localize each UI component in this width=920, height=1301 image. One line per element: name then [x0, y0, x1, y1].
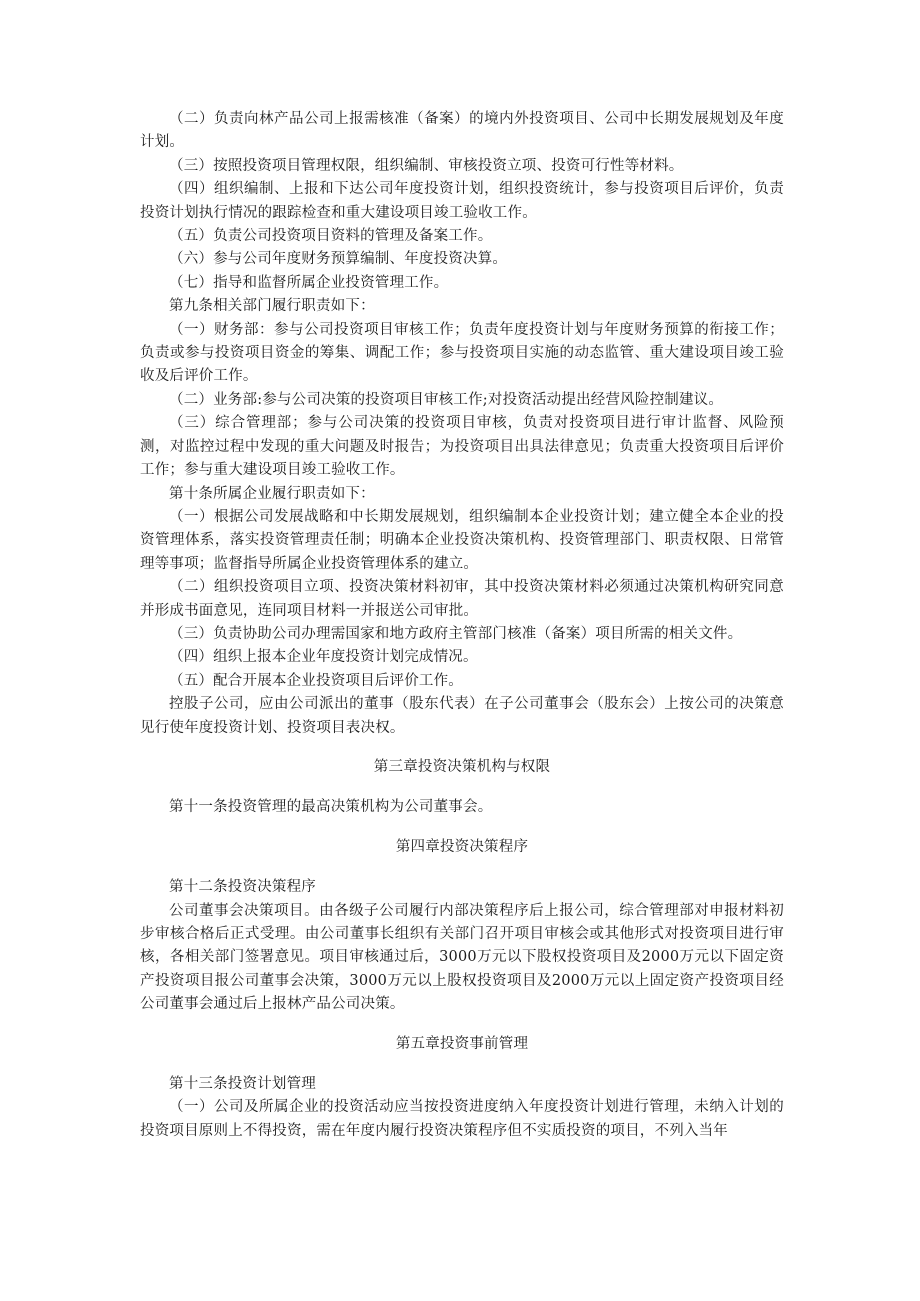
paragraph: （一）根据公司发展战略和中长期发展规划，组织编制本企业投资计划；建立健全本企业的投资管理体系，落实投资管理责任制；明确本企业投资决策机构、投资管理部门、职责权限、日常管理等事项；监督指导所属企业投资管理体系的建立。 [140, 508, 784, 572]
paragraph: （一）公司及所属企业的投资活动应当按投资进度纳入年度投资计划进行管理，未纳入计划的投资项目原则上不得投资，需在年度内履行投资决策程序但不实质投资的项目，不列入当年 [140, 1099, 784, 1139]
paragraph: （三）按照投资项目管理权限，组织编制、审核投资立项、投资可行性等材料。 [169, 157, 684, 174]
document-body [140, 108, 784, 1143]
article-heading: 第九条相关部门履行职责如下： [169, 298, 375, 315]
paragraph: （二）业务部:参与公司决策的投资项目审核工作;对投资活动提出经营风险控制建议。 [169, 391, 724, 408]
paragraph: （五）配合开展本企业投资项目后评价工作。 [169, 672, 463, 689]
article-heading: 第十一条投资管理的最高决策机构为公司董事会。 [169, 799, 493, 816]
paragraph: 控股子公司，应由公司派出的董事（股东代表）在子公司董事会（股东会）上按公司的决策意见行使年度投资计划、投资项目表决权。 [140, 696, 784, 736]
chapter-5-title: 第五章投资事前管理 [395, 1035, 529, 1052]
article-heading: 第十二条投资决策程序 [169, 879, 316, 896]
paragraph: （五）负责公司投资项目资料的管理及备案工作。 [169, 228, 493, 245]
article-heading: 第十三条投资计划管理 [169, 1076, 316, 1093]
paragraph: （六）参与公司年度财务预算编制、年度投资决算。 [169, 251, 508, 268]
paragraph: （一）财务部：参与公司投资项目审核工作；负责年度投资计划与年度财务预算的衔接工作；负责或参与投资项目资金的筹集、调配工作；参与投资项目实施的动态监管、重大建设项目竣工验收及后评价工作。 [140, 321, 784, 385]
chapter-4-title: 第四章投资决策程序 [395, 838, 529, 855]
paragraph: （二）组织投资项目立项、投资决策材料初审，其中投资决策材料必须通过决策机构研究同意并形成书面意见，连同项目材料一并报送公司审批。 [140, 579, 784, 619]
paragraph: （二）负责向林产品公司上报需核准（备案）的境内外投资项目、公司中长期发展规划及年度计划。 [140, 111, 784, 151]
paragraph: （四）组织上报本企业年度投资计划完成情况。 [169, 649, 478, 666]
paragraph: （三）负责协助公司办理需国家和地方政府主管部门核准（备案）项目所需的相关文件。 [169, 625, 743, 642]
chapter-3-title: 第三章投资决策机构与权限 [373, 758, 551, 775]
article-heading: 第十条所属企业履行职责如下： [169, 485, 375, 502]
paragraph: （四）组织编制、上报和下达公司年度投资计划，组织投资统计，参与投资项目后评价，负责投资计划执行情况的跟踪检查和重大建设项目竣工验收工作。 [140, 181, 784, 221]
paragraph: （七）指导和监督所属企业投资管理工作。 [169, 274, 449, 291]
paragraph: 公司董事会决策项目。由各级子公司履行内部决策程序后上报公司，综合管理部对申报材料初步审核合格后正式受理。由公司董事长组织有关部门召开项目审核会或其他形式对投资项目进行审核，各相关部门签署意见。项目审核通过后，3000万元以下股权投资项目及2000万元以下固定资产投资项目报公司董事会决策，3000万元以上股权投资项目及2000万元以上固定资产投资项目经公司董事会通过后上报林产品公司决策。 [140, 902, 784, 1013]
paragraph: （三）综合管理部；参与公司决策的投资项目审核，负责对投资项目进行审计监督、风险预测，对监控过程中发现的重大问题及时报告；为投资项目出具法律意见；负责重大投资项目后评价工作；参与重大建设项目竣工验收工作。 [140, 415, 784, 479]
